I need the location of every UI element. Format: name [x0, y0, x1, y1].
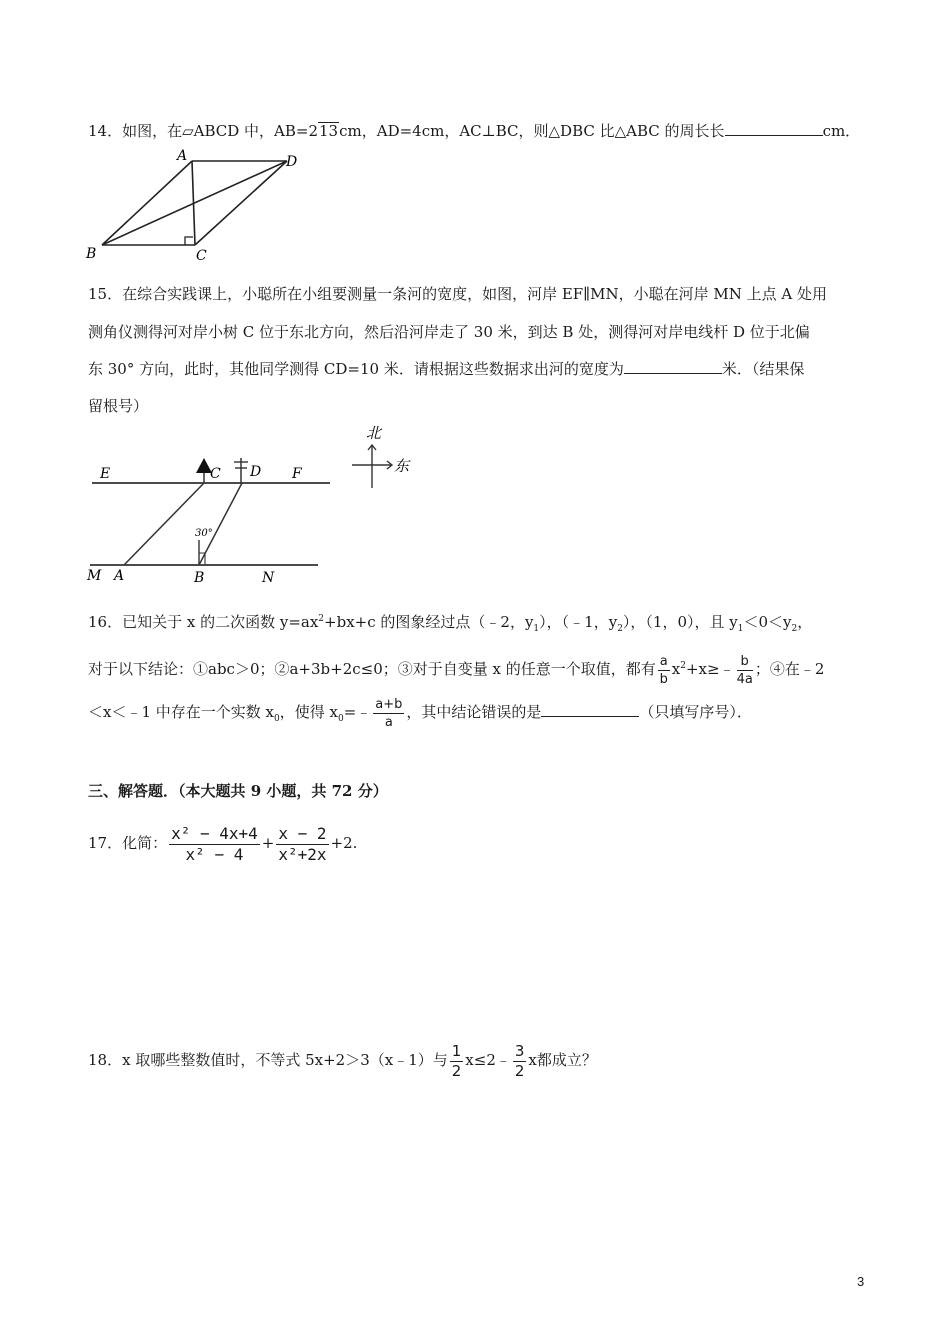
q16-answer-blank[interactable]	[541, 702, 639, 717]
label-d2: D	[250, 464, 262, 480]
label-m: M	[87, 568, 102, 584]
fraction-b-over-4a: $\frac{b}{4a}$	[736, 653, 753, 687]
label-a2: A	[114, 568, 125, 584]
q17-text: 17．化简： $\frac{\text{x² − 4x+4}}{\text{x² − 4}}$ + $\frac{x - 2}{\text{x²+2x}}$ +2.	[88, 823, 358, 864]
fraction-1: $\frac{\text{x² − 4x+4}}{\text{x² − 4}}$	[171, 823, 258, 864]
label-c: C	[196, 248, 207, 263]
q15-line3: 东 30° 方向，此时，其他同学测得 CD=10 米．请根据这些数据求出河的宽度为 米．（结果保	[88, 360, 805, 378]
angle-label: 30°	[195, 528, 213, 539]
section-title: 三、解答题．（本大题共 9 小题，共 72 分）	[88, 782, 388, 800]
fraction-three-halves: $\frac{3}{2}$	[514, 1041, 525, 1080]
q18-text: 18．x 取哪些整数值时，不等式 5x+2＞3（x﹣1）与 $\frac{1}{2}$ x≤2﹣ $\frac{3}{2}$ x都成立？	[88, 1041, 597, 1080]
fraction-a-over-b: $\frac{a}{b}$	[659, 653, 668, 687]
compass-north: 北	[366, 424, 382, 442]
parallelogram-icon: ▱	[182, 122, 194, 140]
label-b2: B	[194, 570, 205, 585]
label-a: A	[177, 148, 188, 164]
q14-text: 14．如图，在▱ABCD 中，AB=213cm，AD=4cm，AC⊥BC，则△DBC 比△ABC 的周长长 cm．	[88, 122, 861, 140]
q16-line2: 对于以下结论：①abc＞0；②a+3b+2c≤0；③对于自变量 x 的任意一个取值，都有 $\frac{a}{b}$ $x^2+x\ge﹣$ $\frac{b}{4a}$ ；④在﹣2	[88, 653, 825, 687]
q16-line3: ＜x＜﹣1 中存在一个实数 $x_0$，使得 $x_0=﹣$ $\frac{a+b}{a}$ ，其中结论错误的是 （只填写序号）．	[88, 696, 752, 730]
label-c2: C	[210, 466, 221, 482]
page-number: 3	[857, 1274, 865, 1289]
label-e: E	[100, 466, 111, 482]
sqrt-13: 13	[319, 122, 339, 140]
compass-east: 东	[394, 457, 410, 475]
label-n: N	[262, 570, 275, 585]
label-d: D	[286, 154, 298, 170]
q14-answer-blank[interactable]	[725, 121, 823, 136]
q15-line1: 15．在综合实践课上，小聪所在小组要测量一条河的宽度，如图，河岸 EF∥MN，小聪在河岸 MN 上点 A 处用	[88, 285, 828, 303]
label-f: F	[292, 466, 302, 482]
fraction-half: $\frac{1}{2}$	[451, 1041, 462, 1080]
fraction-apb-over-a: $\frac{a+b}{a}$	[375, 696, 403, 730]
fraction-2: $\frac{x - 2}{\text{x²+2x}}$	[278, 823, 327, 864]
q15-line2: 测角仪测得河对岸小树 C 位于东北方向，然后沿河岸走了 30 米，到达 B 处，测得河对岸电线杆 D 位于北偏	[88, 323, 810, 341]
q14-figure	[80, 148, 310, 263]
label-b: B	[86, 246, 97, 262]
q15-figure	[82, 420, 422, 585]
q15-answer-blank[interactable]	[624, 359, 722, 374]
q16-line1: 16．已知关于 x 的二次函数 $y=ax^2+bx+c$ 的图象经过点（﹣2，$y_1$），（﹣1，$y_2$），（1，0），且 $y_1<0<y_2$，	[88, 613, 813, 634]
q15-line4: 留根号）	[88, 397, 149, 415]
pole-icon	[234, 458, 248, 483]
compass-icon	[352, 445, 392, 488]
